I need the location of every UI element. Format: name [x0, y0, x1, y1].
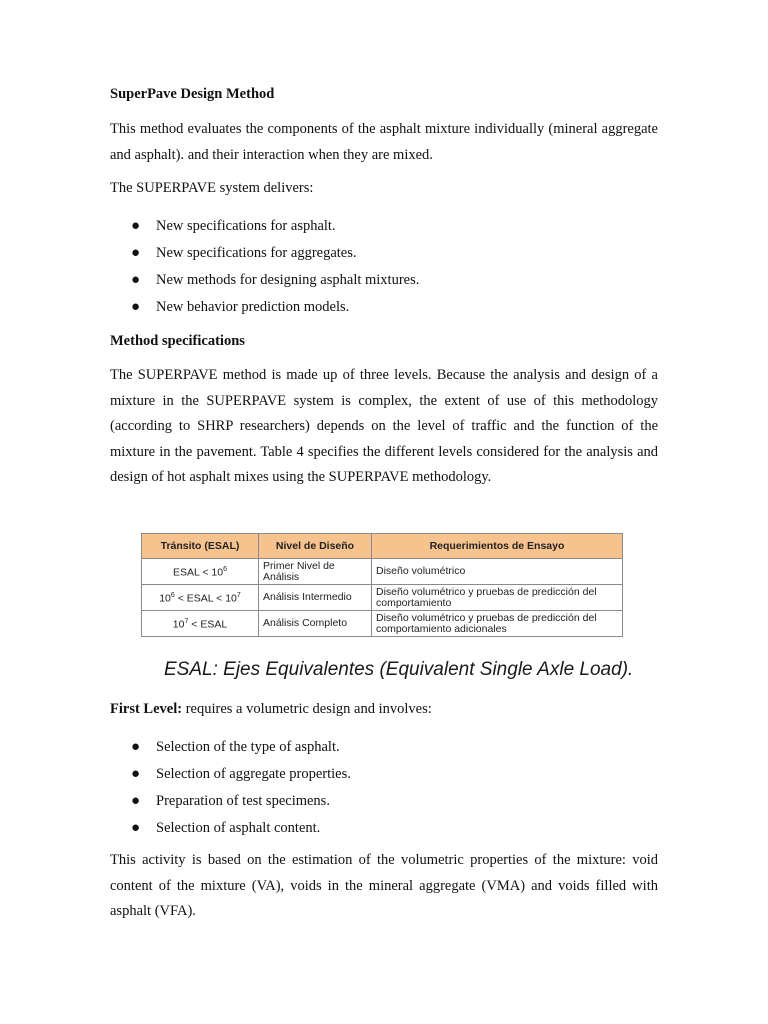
bullet-icon: ●	[131, 272, 141, 288]
table-cell: Diseño volumétrico y pruebas de predicción del comportamiento adicionales	[372, 611, 623, 637]
first-level-label: First Level:	[110, 701, 183, 717]
table-cell: Análisis Completo	[259, 611, 372, 637]
first-level-line	[110, 701, 658, 718]
bullet-icon: ●	[131, 793, 141, 809]
bullet-icon: ●	[131, 820, 141, 836]
bullet-icon: ●	[131, 218, 141, 234]
table-cell: Primer Nivel de Análisis	[259, 559, 372, 585]
table-row	[142, 559, 623, 585]
list-item: ● New behavior prediction models.	[131, 299, 350, 315]
column-header: Nivel de Diseño	[259, 534, 372, 559]
first-level-text: requires a volumetric design and involves:	[182, 701, 432, 717]
table-row	[142, 611, 623, 637]
list-item: ● Selection of aggregate properties.	[131, 766, 351, 782]
list-item: ● Selection of the type of asphalt.	[131, 739, 340, 755]
list-item: ● New specifications for asphalt.	[131, 218, 336, 234]
table-cell: Diseño volumétrico y pruebas de predicción del comportamiento	[372, 585, 623, 611]
levels-table	[141, 533, 623, 637]
table-caption: ESAL: Ejes Equivalentes (Equivalent Single Axle Load).	[164, 659, 634, 680]
table-cell: Diseño volumétrico	[372, 559, 623, 585]
specs-paragraph: The SUPERPAVE method is made up of three levels. Because the analysis and design of a mixture in the SUPERPAVE system is complex, the extent of use of this methodology (according to SHRP researchers) depends on the level of traffic and the function of the mixture in the pavement. Table 4 specifies the different levels considered for the analysis and design of hot asphalt mixes using the SUPERPAVE methodology.	[110, 367, 658, 485]
table-cell: ESAL < $10^6$	[142, 559, 259, 585]
column-header: Tránsito (ESAL)	[142, 534, 259, 559]
bullet-icon: ●	[131, 299, 141, 315]
table-header-row	[142, 534, 623, 559]
list-item: ● Selection of asphalt content.	[131, 820, 321, 836]
bullet-icon: ●	[131, 245, 141, 261]
delivers-lead: The SUPERPAVE system delivers:	[110, 180, 314, 196]
table-row	[142, 585, 623, 611]
list-item: ● New methods for designing asphalt mixtures.	[131, 272, 420, 288]
table-cell: $10^7$ < ESAL	[142, 611, 259, 637]
table-cell: Análisis Intermedio	[259, 585, 372, 611]
bullet-icon: ●	[131, 766, 141, 782]
column-header: Requerimientos de Ensayo	[372, 534, 623, 559]
list-item: ● New specifications for aggregates.	[131, 245, 357, 261]
bullet-icon: ●	[131, 739, 141, 755]
list-item: ● Preparation of test specimens.	[131, 793, 330, 809]
closing-paragraph: This activity is based on the estimation of the volumetric properties of the mixture: void content of the mixture (VA), voids in the mineral aggregate (VMA) and voids filled with asphalt (VFA).	[110, 852, 658, 919]
delivers-list	[128, 216, 419, 324]
table-cell: $10^6$ < ESAL < $10^7$	[142, 585, 259, 611]
page-title: SuperPave Design Method	[110, 86, 275, 102]
intro-paragraph: This method evaluates the components of the asphalt mixture individually (mineral aggregate and asphalt). and their interaction when they are mixed.	[110, 121, 658, 163]
section-heading: Method specifications	[110, 333, 245, 349]
first-level-list	[128, 737, 351, 845]
